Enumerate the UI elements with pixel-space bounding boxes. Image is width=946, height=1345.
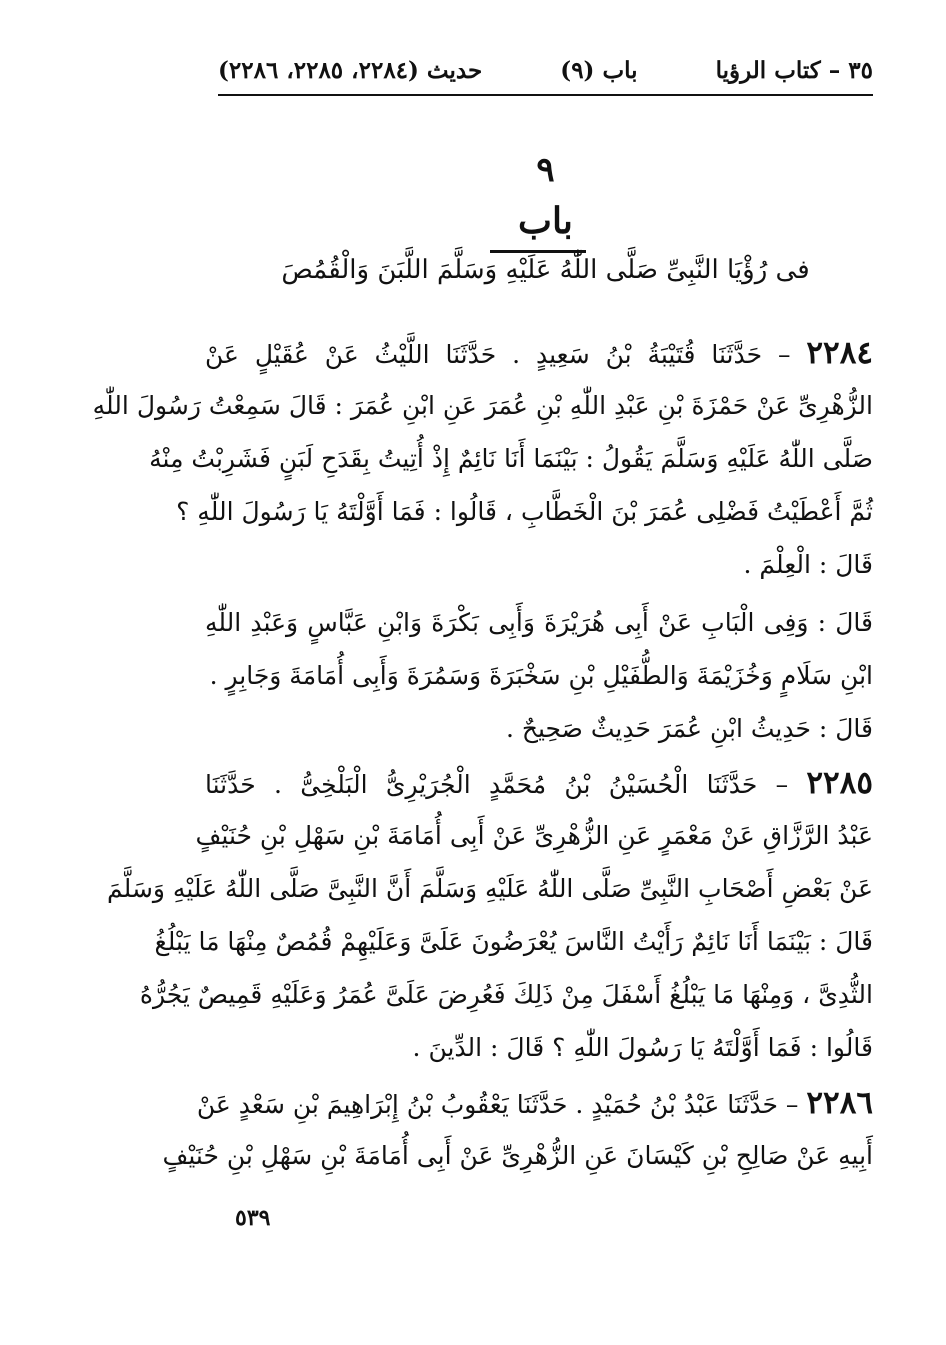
running-header — [218, 48, 873, 92]
text-line — [205, 760, 873, 806]
chapter-title: باب — [518, 200, 573, 242]
line-text: قَالُوا : فَمَا أَوَّلْتَهُ يَا رَسُولَ اللّٰهِ ؟ قَالَ : الدِّينَ . — [412, 1033, 873, 1062]
text-line — [107, 866, 873, 912]
hadith-number: ٢٢٨٥ — [806, 765, 873, 801]
header-rule — [218, 94, 873, 96]
line-text: ثُمَّ أَعْطَيْتُ فَضْلِى عُمَرَ بْنَ الْخَطَّابِ ، قَالُوا : فَمَا أَوَّلْتَهُ يَا رَسُولَ اللّٰهِ ؟ — [176, 497, 873, 526]
text-line — [205, 1025, 873, 1071]
text-line — [176, 489, 873, 535]
text-line — [196, 1080, 873, 1126]
text-line — [154, 919, 873, 965]
line-text: ابْنِ سَلَامٍ وَخُزَيْمَةَ وَالطُّفَيْلِ بْنِ سَخْبَرَةَ وَسَمُرَةَ وَأَبِى أُمَامَةَ وَجَابِرٍ . — [209, 661, 873, 690]
line-text: أَبِيهِ عَنْ صَالِحِ بْنِ كَيْسَانَ عَنِ الزُّهْرِىِّ عَنْ أَبِى أُمَامَةَ بْنِ سَهْلِ بْنِ حُنَيْفٍ — [162, 1141, 873, 1170]
header-left: (٢٢٨٤، ٢٢٨٥، ٢٢٨٦) حديث — [218, 56, 483, 84]
line-text: – حَدَّثَنَا قُتَيْبَةُ بْنُ سَعِيدٍ . حَدَّثَنَا اللَّيْثُ عَنْ عُقَيْلٍ عَنْ — [205, 340, 807, 369]
text-line — [195, 813, 873, 859]
line-text: قَالَ : حَدِيثُ ابْنِ عُمَرَ حَدِيثٌ صَحِيحٌ . — [505, 714, 873, 743]
line-text: عَبْدُ الرَّزَّاقِ عَنْ مَعْمَرٍ عَنِ الزُّهْرِىِّ عَنْ أَبِى أُمَامَةَ بْنِ سَهْلِ بْنِ حُنَيْفٍ — [195, 821, 873, 850]
hadith-number: ٢٢٨٤ — [806, 335, 873, 371]
line-text: صَلَّى اللّٰهُ عَلَيْهِ وَسَلَّمَ يَقُولُ : بَيْنَمَا أَنَا نَائِمٌ إِذْ أُتِيتُ بِقَدَحِ لَبَنٍ فَشَرِبْتُ مِنْهُ — [149, 444, 873, 473]
line-text: الزُّهْرِىِّ عَنْ حَمْزَةَ بْنِ عَبْدِ اللّٰهِ بْنِ عُمَرَ عَنِ ابْنِ عُمَرَ : قَالَ سَمِعْتُ رَسُولَ اللّٰهِ — [92, 391, 873, 420]
page-number: ٥٣٩ — [235, 1205, 271, 1231]
text-line — [205, 600, 873, 646]
text-line — [205, 330, 873, 376]
chapter-number: ٩ — [536, 150, 555, 190]
line-text: الثُّدِىَّ ، وَمِنْهَا مَا يَبْلُغُ أَسْفَلَ مِنْ ذَلِكَ فَعُرِضَ عَلَىَّ عُمَرُ وَعَلَيْهِ قَمِيصٌ يَجُرُّهُ — [139, 980, 873, 1009]
header-right: ٣٥ – كتاب الرؤيا — [715, 56, 873, 84]
line-text: قَالَ : الْعِلْمَ . — [743, 550, 873, 579]
line-text: قَالَ : وَفِى الْبَابِ عَنْ أَبِى هُرَيْرَةَ وَأَبِى بَكْرَةَ وَابْنِ عَبَّاسٍ وَعَبْدِ اللّٰهِ — [205, 608, 873, 637]
chapter-subtitle: فى رُؤْيَا النَّبِىِّ صَلَّى اللّٰهُ عَلَيْهِ وَسَلَّمَ اللَّبَنَ وَالْقُمُصَ — [281, 255, 810, 285]
line-text: عَنْ بَعْضِ أَصْحَابِ النَّبِىِّ صَلَّى اللّٰهُ عَلَيْهِ وَسَلَّمَ أَنَّ النَّبِىَّ صَلَّى اللّٰهُ عَلَيْهِ وَسَلَّمَ — [107, 874, 873, 903]
text-line — [92, 383, 873, 429]
hadith-number: ٢٢٨٦ — [806, 1085, 873, 1121]
line-text: – حَدَّثَنَا عَبْدُ بْنُ حُمَيْدٍ . حَدَّثَنَا يَعْقُوبُ بْنُ إِبْرَاهِيمَ بْنِ سَعْدٍ عَنْ — [196, 1090, 807, 1119]
line-text: – حَدَّثَنَا الْحُسَيْنُ بْنُ مُحَمَّدٍ الْجُرَيْرِىُّ الْبَلْخِىُّ . حَدَّثَنَا — [205, 770, 807, 799]
text-line — [205, 653, 873, 699]
text-line — [205, 542, 873, 588]
text-line — [162, 1133, 873, 1179]
chapter-title-underline — [490, 250, 586, 253]
text-line — [139, 972, 873, 1018]
header-middle: (٩) باب — [560, 56, 638, 84]
text-line — [149, 436, 873, 482]
text-line — [205, 706, 873, 752]
line-text: قَالَ : بَيْنَمَا أَنَا نَائِمٌ رَأَيْتُ النَّاسَ يُعْرَضُونَ عَلَىَّ وَعَلَيْهِمْ قُمُصٌ مِنْهَا مَا يَبْلُغُ — [154, 927, 873, 956]
